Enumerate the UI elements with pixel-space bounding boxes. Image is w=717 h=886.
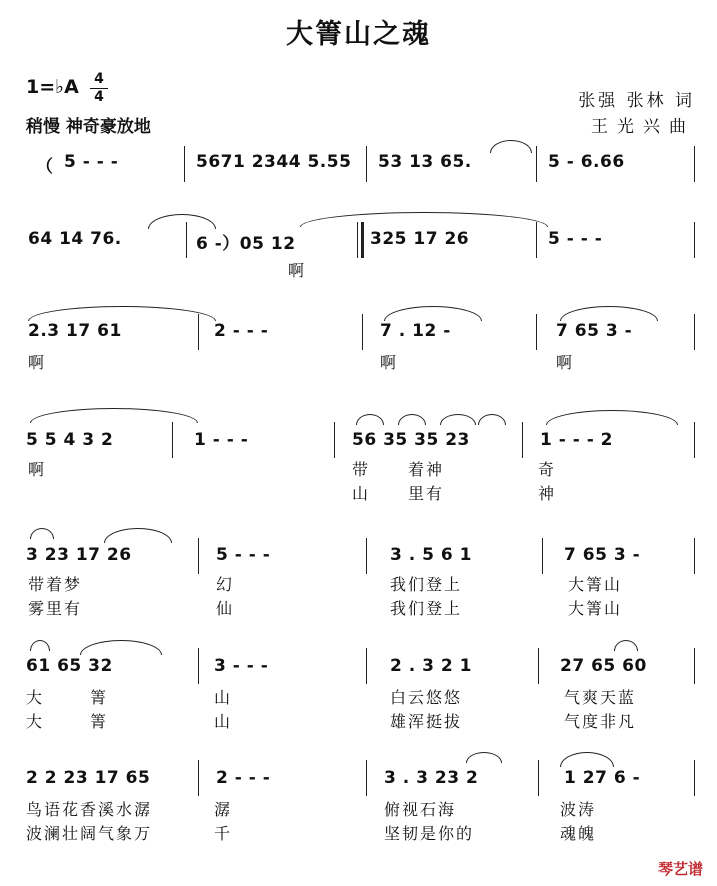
- staff-4-lyric-3: 着神: [408, 460, 445, 479]
- staff-4-lyric2-2: 里有: [408, 484, 445, 503]
- staff-1-measure-3: 5671 2344 5.55: [196, 152, 352, 172]
- staff-1-measure-2: 5 - - -: [64, 152, 119, 172]
- staff-7-lyric-4: 波涛: [560, 800, 597, 819]
- staff-4-lyric2-3: 神: [538, 484, 557, 503]
- staff-6-lyric2-5: 气度非凡: [564, 712, 637, 731]
- staff-6-lyric-3: 山: [214, 688, 233, 707]
- staff-4-lyric-1: 啊: [28, 460, 47, 479]
- tempo-marking: 稍慢 神奇豪放地: [26, 117, 151, 137]
- staff-2-measure-3: 325 17 26: [370, 229, 470, 249]
- staff-6-measure-1: 61 65 32: [26, 656, 113, 676]
- staff-6-lyric2-3: 山: [214, 712, 233, 731]
- staff-4-measure-1: 5 5 4 3 2: [26, 430, 114, 450]
- staff-2-lyric-1: 啊: [288, 261, 307, 280]
- staff-5-lyric2-4: 大箐山: [568, 599, 623, 618]
- staff-4-measure-4: 1 - - - 2: [540, 430, 613, 450]
- staff-3-measure-3: 7 . 12 -: [380, 321, 451, 341]
- staff-6-lyric2-2: 箐: [90, 712, 109, 731]
- staff-3-lyric-3: 啊: [556, 353, 575, 372]
- staff-5-measure-1: 3 23 17 26: [26, 545, 132, 565]
- staff-7-lyric2-3: 坚韧是你的: [384, 824, 475, 843]
- staff-6-measure-2: 3 - - -: [214, 656, 269, 676]
- staff-6-lyric-5: 气爽天蓝: [564, 688, 637, 707]
- staff-6-measure-4: 27 65 60: [560, 656, 647, 676]
- staff-5-lyric2-2: 仙: [216, 599, 235, 618]
- time-signature: [90, 72, 108, 105]
- staff-7-lyric2-1: 波澜壮阔气象万: [26, 824, 153, 843]
- staff-7-measure-4: 1 27 6 -: [564, 768, 641, 788]
- site-logo: 琴艺谱: [657, 860, 703, 878]
- staff-5-lyric-2: 幻: [216, 575, 235, 594]
- staff-6-lyric-4: 白云悠悠: [390, 688, 463, 707]
- staff-3-measure-4: 7 65 3 -: [556, 321, 633, 341]
- page-title: 大箐山之魂: [286, 19, 431, 50]
- staff-5-measure-4: 7 65 3 -: [564, 545, 641, 565]
- staff-5-lyric2-3: 我们登上: [390, 599, 463, 618]
- staff-1-measure-4: 53 13 65.: [378, 152, 472, 172]
- time-signature-bottom: 4: [94, 89, 104, 105]
- staff-7-lyric2-2: 千: [214, 824, 233, 843]
- time-signature-top: 4: [94, 71, 104, 87]
- staff-6-lyric-2: 箐: [90, 688, 109, 707]
- staff-3-lyric-1: 啊: [28, 353, 47, 372]
- key-signature: 1=♭A: [26, 76, 79, 98]
- staff-7-lyric-3: 俯视石海: [384, 800, 457, 819]
- staff-6-lyric-1: 大: [26, 688, 45, 707]
- staff-7-measure-1: 2 2 23 17 65: [26, 768, 151, 788]
- staff-5-measure-3: 3 . 5 6 1: [390, 545, 472, 565]
- staff-2-measure-2: 6 -）05 12: [196, 234, 296, 254]
- staff-4-lyric-4: 奇: [538, 460, 557, 479]
- staff-7-lyric2-4: 魂魄: [560, 824, 597, 843]
- staff-4-lyric2-1: 山: [352, 484, 371, 503]
- staff-7-measure-2: 2 - - -: [216, 768, 271, 788]
- staff-3-lyric-2: 啊: [380, 353, 399, 372]
- staff-7-lyric-1: 鸟语花香溪水潺: [26, 800, 153, 819]
- staff-7-lyric-2: 潺: [214, 800, 233, 819]
- staff-2-measure-4: 5 - - -: [548, 229, 603, 249]
- staff-6-measure-3: 2 . 3 2 1: [390, 656, 472, 676]
- staff-7-measure-3: 3 . 3 23 2: [384, 768, 479, 788]
- staff-1-measure-5: 5 - 6.66: [548, 152, 625, 172]
- staff-5-measure-2: 5 - - -: [216, 545, 271, 565]
- staff-4-lyric-2: 带: [352, 460, 371, 479]
- staff-4-measure-2: 1 - - -: [194, 430, 249, 450]
- staff-6-lyric2-1: 大: [26, 712, 45, 731]
- staff-3-measure-1: 2.3 17 61: [28, 321, 122, 341]
- staff-1-measure-1: （: [36, 157, 54, 177]
- staff-5-lyric-1: 带着梦: [28, 575, 83, 594]
- staff-5-lyric-3: 我们登上: [390, 575, 463, 594]
- staff-5-lyric-4: 大箐山: [568, 575, 623, 594]
- staff-3-measure-2: 2 - - -: [214, 321, 269, 341]
- lyricist-credit: 张强 张林 词: [578, 91, 695, 111]
- staff-6-lyric2-4: 雄浑挺拔: [390, 712, 463, 731]
- staff-5-lyric2-1: 雾里有: [28, 599, 83, 618]
- composer-credit: 王光兴曲: [591, 117, 695, 137]
- staff-4-measure-3: 56 35 35 23: [352, 430, 470, 450]
- staff-2-measure-1: 64 14 76.: [28, 229, 122, 249]
